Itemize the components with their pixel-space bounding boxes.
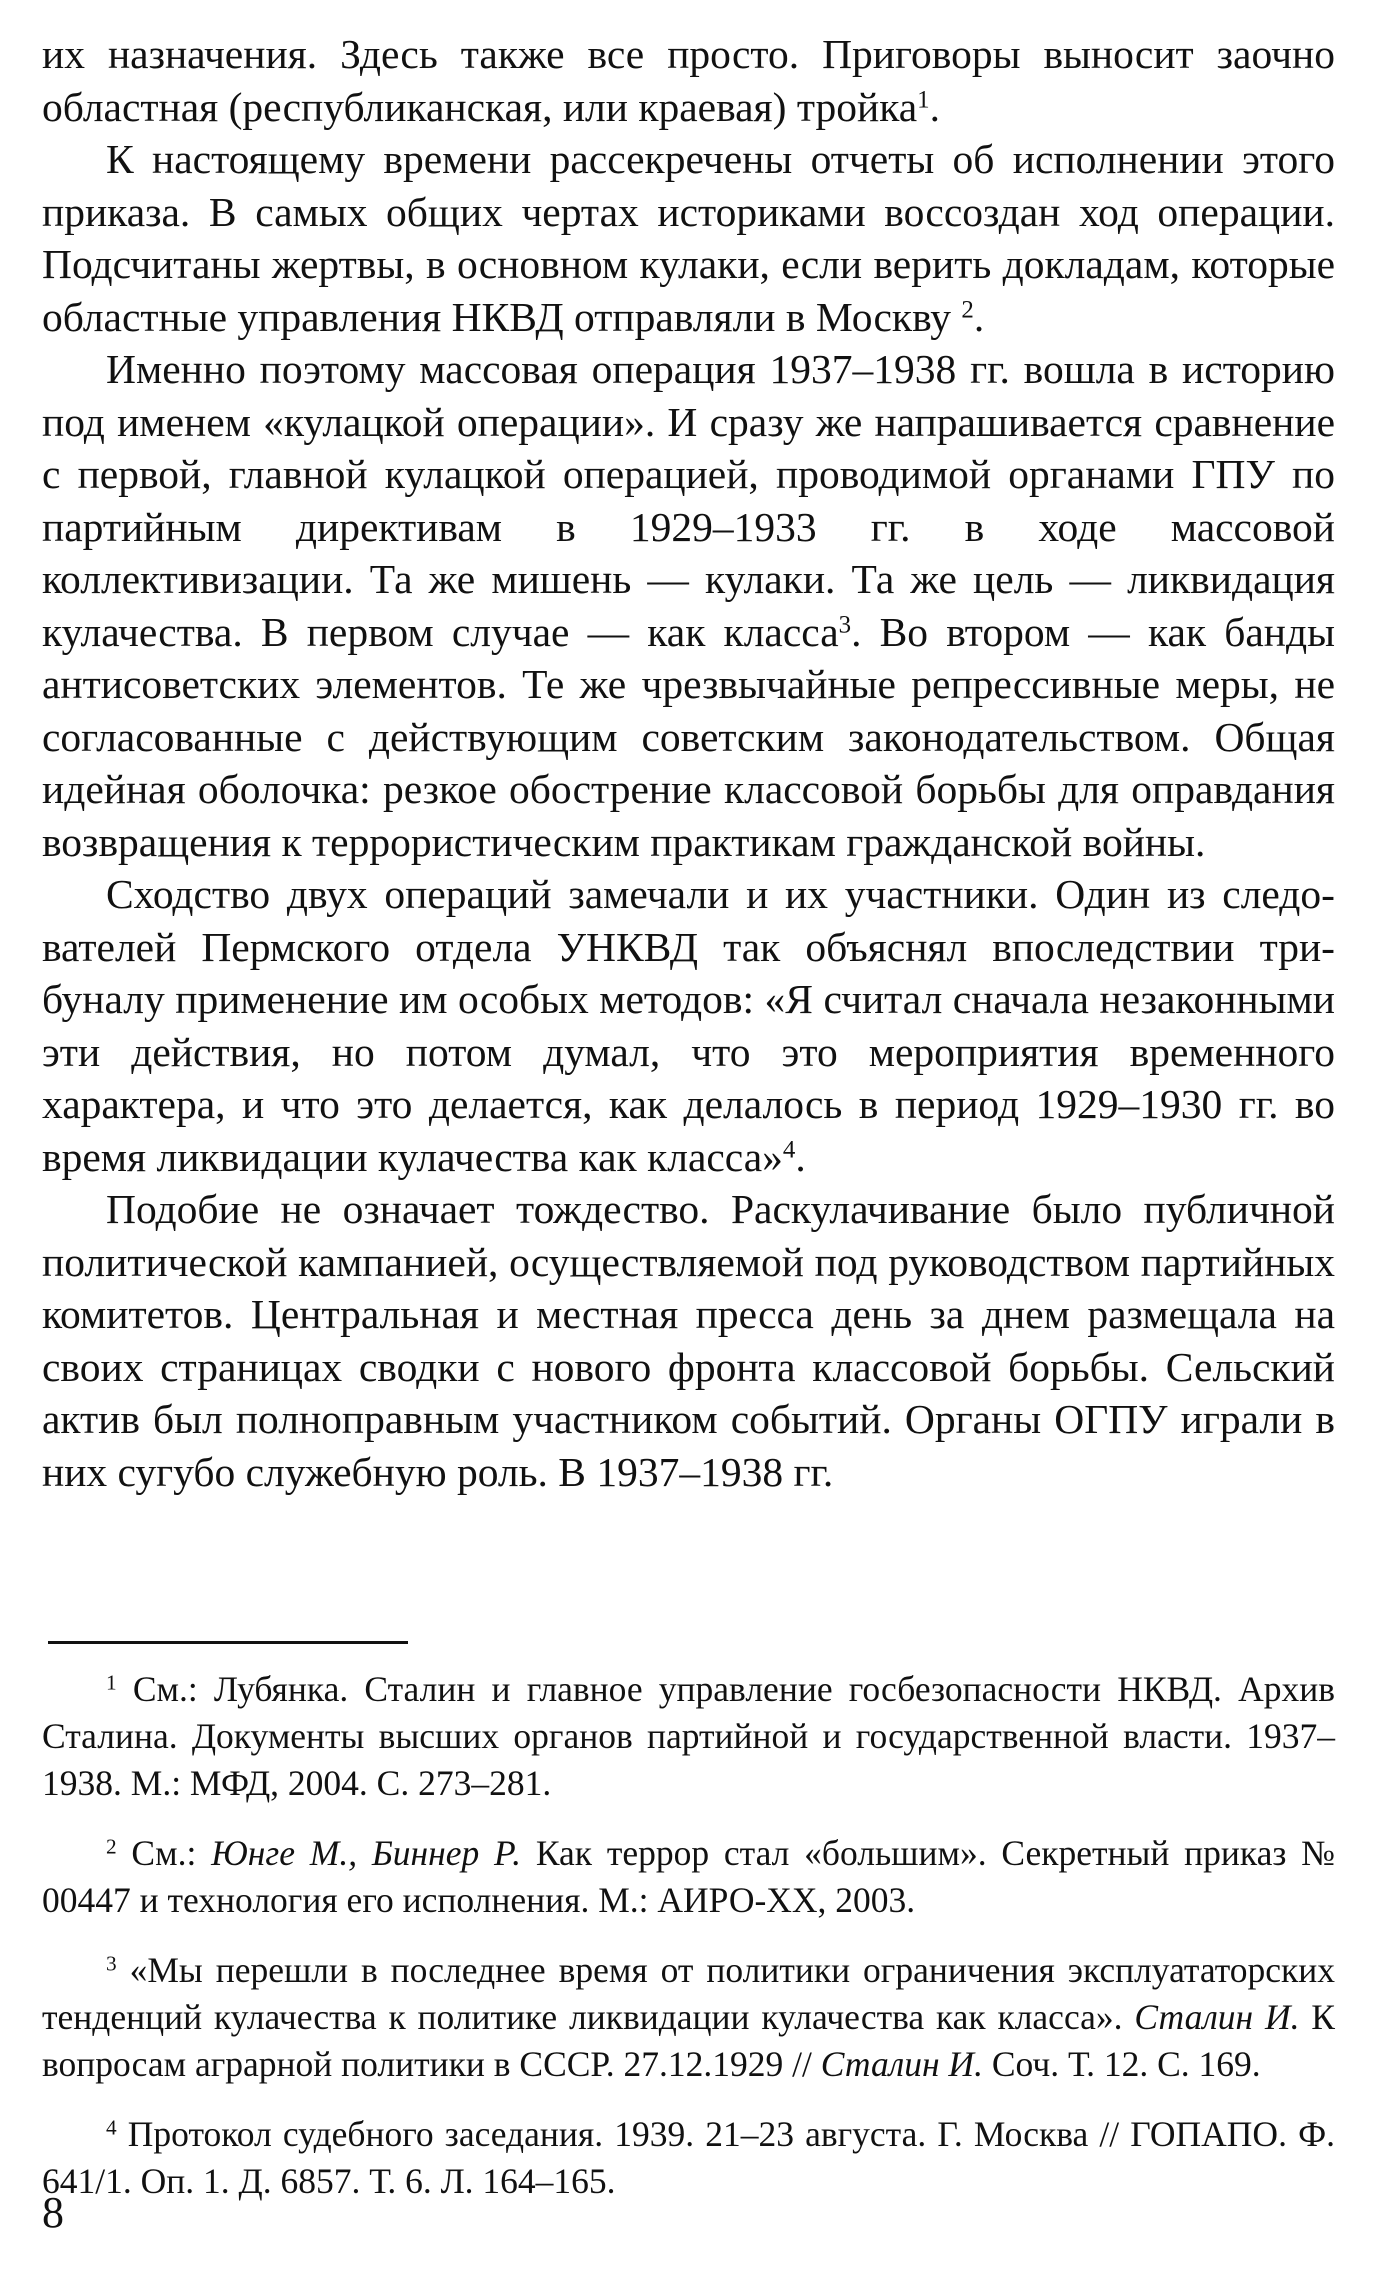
footnote-3-text: «Мы перешли в последнее время от политики ограничения эксплуататорских тенденций кулачества к политике ликвидации кулачества как класса». (42, 1950, 1335, 2037)
footnote-4-text: Протокол судебного заседания. 1939. 21–23 августа. Г. Москва // ГОПАПО. Ф. 641/1. Оп. 1. Д. 6857. Т. 6. Л. 164–165. (42, 2114, 1335, 2201)
paragraph-3 (42, 343, 1335, 868)
paragraph-1-end: . (929, 83, 940, 130)
paragraph-5-text: Подобие не означает тождество. Раскулачивание было публичной политической кампанией, осуществляемой под руководством партийных комитетов. Центральная и местная пресса день за днем размещала на своих страницах сводки с нового фронта классовой борьбы. Сельский актив был полноправным участником событий. Органы ОГПУ играли в них сугубо служебную роль. В 1937–1938 гг. (42, 1186, 1335, 1495)
footnote-3-middle: К вопросам аграрной политики в СССР. 27.12.1929 // (42, 1997, 1335, 2084)
footnote-1 (42, 1666, 1335, 1807)
paragraph-2 (42, 133, 1335, 343)
footnote-2-prefix: См.: (116, 1833, 212, 1873)
footnote-3 (42, 1947, 1335, 2088)
footnote-ref-3[interactable]: 3 (838, 610, 852, 638)
paragraph-2-text: К настоящему времени рассекречены отчеты об исполнении этого приказа. В самых общих чертах историками воссоздан ход операции. Подсчитаны жертвы, в основном кулаки, если верить докладам, которые областные управления НКВД отправляли в Москву (42, 136, 1335, 340)
footnote-ref-1[interactable]: 1 (917, 85, 930, 113)
footnote-1-text: См.: Лубянка. Сталин и главное управление госбезопасности НКВД. Архив Сталина. Документы высших органов партийной и государственной власти. 1937–1938. М.: МФД, 2004. С. 273–281. (42, 1669, 1335, 1803)
paragraph-3-text: Именно поэтому массовая операция 1937–1938 гг. вошла в историю под именем «кулацкой операции». И сразу же напрашивается сравнение с первой, главной кулацкой операцией, проводимой органами ГПУ по партийным директивам в 1929–1933 гг. в ходе массовой коллективизации. Та же мишень — кулаки. Та же цель — ликвидация кулачества. В первом случае — как класса (42, 346, 1335, 655)
paragraph-4-text: Сходство двух операций замечали и их участники. Один из следователей Пермского отдела УНКВД так объяснял впоследствии трибуналу применение им особых методов: «Я считал сначала незаконными эти действия, но потом думал, что это мероприятия временного характера, и что это делается, как делалось в период 1929–1930 гг. во время ликвидации кулачества как класса» (42, 871, 1335, 1180)
paragraph-3-end: . Во втором — как банды антисоветских элементов. Те же чрезвычайные репрессивные меры, не согласованные с действующим советским законодательством. Общая идейная оболочка: резкое обострение классовой борьбы для оправдания возвращения к террористическим практикам гражданской войны. (42, 608, 1336, 865)
footnote-2-number: 2 (106, 1834, 117, 1859)
footnote-4 (42, 2111, 1335, 2205)
paragraph-5 (42, 1183, 1335, 1498)
footnote-ref-4[interactable]: 4 (782, 1135, 796, 1163)
footnote-3-author-2: Сталин И. (820, 2044, 983, 2084)
footnotes (42, 1666, 1335, 2205)
footnote-2-authors: Юнге М., Биннер Р. (211, 1833, 522, 1873)
footnote-divider (48, 1641, 408, 1644)
footnote-3-end: Соч. Т. 12. С. 169. (982, 2044, 1261, 2084)
paragraph-1 (42, 28, 1335, 133)
footnote-3-number: 3 (106, 1951, 117, 1976)
main-text (42, 28, 1335, 1498)
footnote-2-text: Как террор стал «большим». Секретный приказ № 00447 и технология его исполнения. М.: АИРО-XX, 2003. (42, 1833, 1335, 1920)
footnote-1-number: 1 (106, 1670, 117, 1695)
paragraph-4-end: . (795, 1133, 806, 1180)
footnote-3-author-1: Сталин И. (1134, 1997, 1300, 2037)
paragraph-2-end: . (973, 293, 985, 340)
paragraph-1-text: их назначения. Здесь также все просто. Приговоры выносит заочно областная (республиканская, или краевая) тройка (42, 31, 1335, 130)
footnote-4-number: 4 (106, 2115, 117, 2140)
footnote-2 (42, 1830, 1335, 1924)
footnote-ref-2[interactable]: 2 (961, 295, 974, 323)
paragraph-4 (42, 868, 1335, 1183)
page-number: 8 (42, 2188, 64, 2237)
